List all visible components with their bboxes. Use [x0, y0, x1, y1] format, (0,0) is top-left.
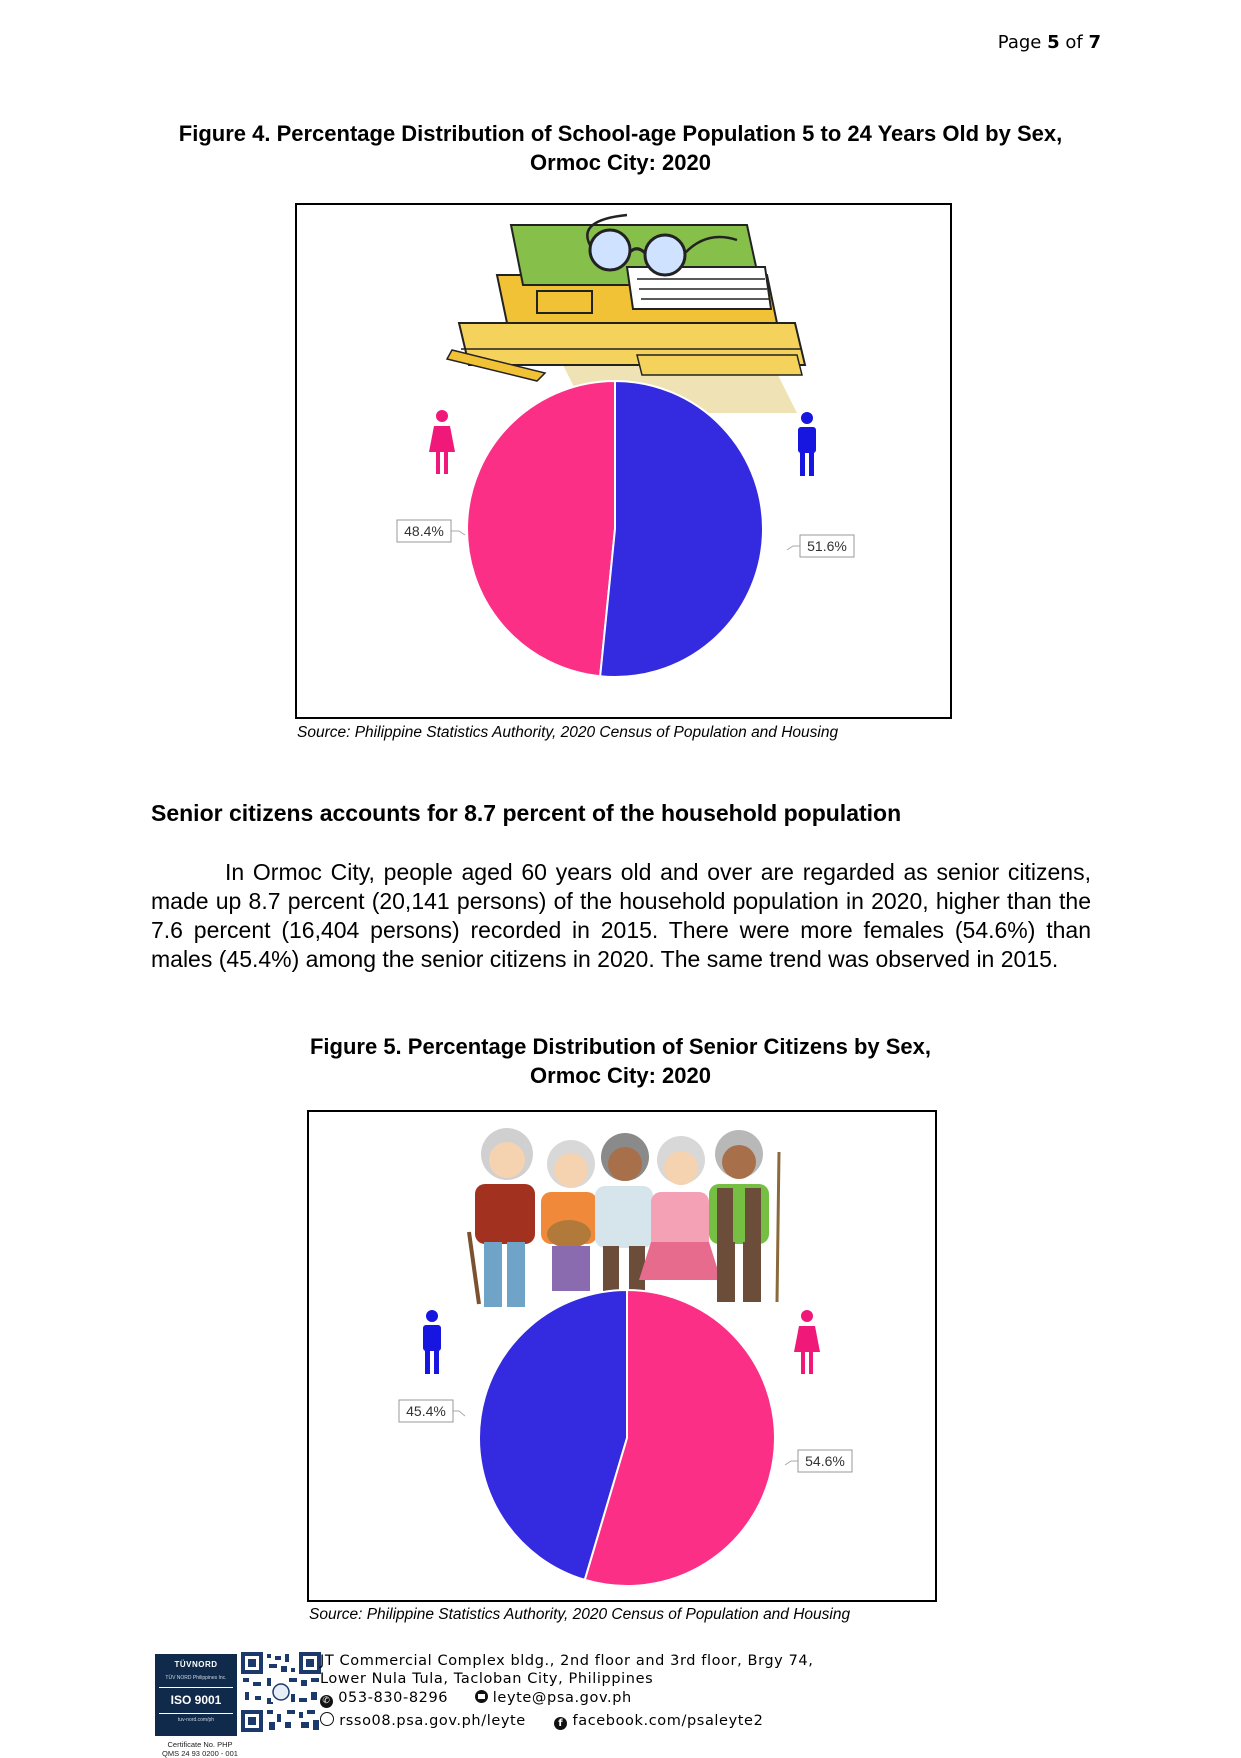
svg-text:45.4%: 45.4% [406, 1403, 446, 1419]
cert-iso: ISO 9001 [170, 1693, 222, 1707]
figure4-svg [297, 205, 950, 717]
qr-code-icon [241, 1652, 321, 1732]
page-number [998, 32, 1101, 53]
figure4-title-line1: Figure 4. Percentage Distribution of School-age Population 5 to 24 Years Old by Sex, [178, 121, 1063, 146]
figure5-svg [309, 1112, 935, 1600]
cert-brand: TÜVNORD [174, 1660, 218, 1669]
figure5-source: Source: Philippine Statistics Authority, 2020 Census of Population and Housing [309, 1606, 851, 1623]
email-icon [475, 1690, 488, 1703]
svg-text:48.4%: 48.4% [404, 523, 444, 539]
female-pictogram-icon [794, 1310, 820, 1374]
figure5-title [0, 1032, 1241, 1090]
footer-email: leyte@psa.gov.ph [492, 1690, 632, 1706]
phone-icon: ✆ [320, 1695, 333, 1708]
figure5-label-female [785, 1450, 852, 1472]
footer-facebook: facebook.com/psaleyte2 [572, 1713, 764, 1729]
footer-phone: 053-830-8296 [338, 1690, 449, 1706]
figure5-pie [479, 1290, 775, 1586]
page-label: Page [997, 32, 1042, 53]
figure4-slice-male [600, 381, 763, 677]
page-current: 5 [1047, 32, 1060, 53]
male-pictogram-icon [423, 1310, 441, 1374]
figure4-title [0, 119, 1241, 177]
page-total: 7 [1088, 32, 1101, 53]
svg-text:51.6%: 51.6% [807, 538, 847, 554]
body-paragraph [151, 858, 1091, 974]
figure4-source: Source: Philippine Statistics Authority, 2020 Census of Population and Housing [297, 724, 839, 741]
facebook-icon: f [554, 1717, 567, 1730]
figure4-pie [467, 381, 763, 677]
figure4-title-line2: Ormoc City: 2020 [530, 150, 711, 175]
certificate-number [154, 1740, 246, 1758]
cert-web: tuv-nord.com/ph [177, 1717, 215, 1723]
figure5-title-line2: Ormoc City: 2020 [530, 1063, 711, 1088]
figure5-chart [307, 1110, 937, 1602]
body-paragraph-text: In Ormoc City, people aged 60 years old and over are regarded as senior citizens, made up 8.7 percent (20,141 persons) of the household population in 2020, higher than the 7.6 percent (16,404 persons) recorded in 2015. There were more females (54.6%) than males (45.4%) among the senior citizens in 2020. The same trend was observed in 2015. [151, 859, 1091, 972]
figure4-chart [295, 203, 952, 719]
section-heading: Senior citizens accounts for 8.7 percent of the household population [151, 800, 902, 826]
senior-citizens-illustration [469, 1128, 779, 1307]
male-pictogram-icon [798, 412, 816, 476]
footer-website: rsso08.psa.gov.ph/leyte [339, 1713, 526, 1729]
figure4-slice-female [467, 381, 615, 676]
figure5-title-line1: Figure 5. Percentage Distribution of Senior Citizens by Sex, [309, 1034, 932, 1059]
cert-no-line2: QMS 24 93 0200 - 001 [162, 1749, 238, 1758]
footer-contact [320, 1653, 840, 1739]
figure4-label-male [787, 535, 854, 557]
figure5-label-male [399, 1400, 465, 1422]
iso-certificate-badge [155, 1654, 237, 1736]
footer-address-line2: Lower Nula Tula, Tacloban City, Philippines [320, 1671, 654, 1687]
cert-sub: TÜV NORD Philippines Inc. [165, 1675, 227, 1681]
figure4-label-female [397, 520, 465, 542]
globe-icon [320, 1712, 334, 1726]
footer-web-row [320, 1712, 763, 1730]
footer-phone-row [320, 1690, 632, 1708]
svg-text:54.6%: 54.6% [805, 1453, 845, 1469]
footer-address-line1: JT Commercial Complex bldg., 2nd floor and 3rd floor, Brgy 74, [320, 1653, 814, 1669]
page-of: of [1065, 32, 1083, 53]
cert-no-line1: Certificate No. PHP [167, 1740, 233, 1749]
female-pictogram-icon [429, 410, 455, 474]
